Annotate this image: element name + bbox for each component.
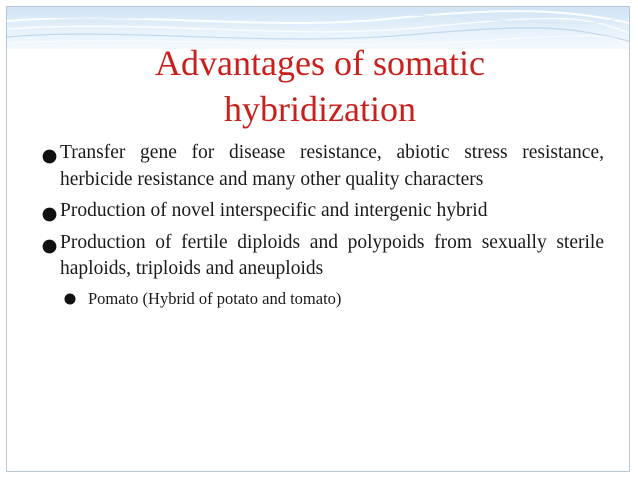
bullet-item xyxy=(42,140,604,193)
filled-circle-icon xyxy=(42,239,57,254)
bullet-list xyxy=(42,140,604,310)
sub-bullet-text: Pomato (Hybrid of potato and tomato) xyxy=(88,288,342,308)
bullet-item xyxy=(42,230,604,283)
title-line-2: hybridization xyxy=(224,89,416,129)
slide-title xyxy=(80,40,560,132)
bullet-text: Production of fertile diploids and polypoids from sexually sterile haploids, triploids and aneuploids xyxy=(60,231,604,279)
filled-circle-icon xyxy=(42,149,57,164)
sub-bullet-item xyxy=(64,288,604,310)
filled-circle-icon xyxy=(64,293,76,305)
filled-circle-icon xyxy=(42,207,57,222)
bullet-text: Transfer gene for disease resistance, abiotic stress resistance, herbicide resistance and many other quality characters xyxy=(60,142,604,190)
bullet-text: Production of novel interspecific and intergenic hybrid xyxy=(60,200,488,221)
title-line-1: Advantages of somatic xyxy=(155,43,485,83)
bullet-item xyxy=(42,198,604,225)
